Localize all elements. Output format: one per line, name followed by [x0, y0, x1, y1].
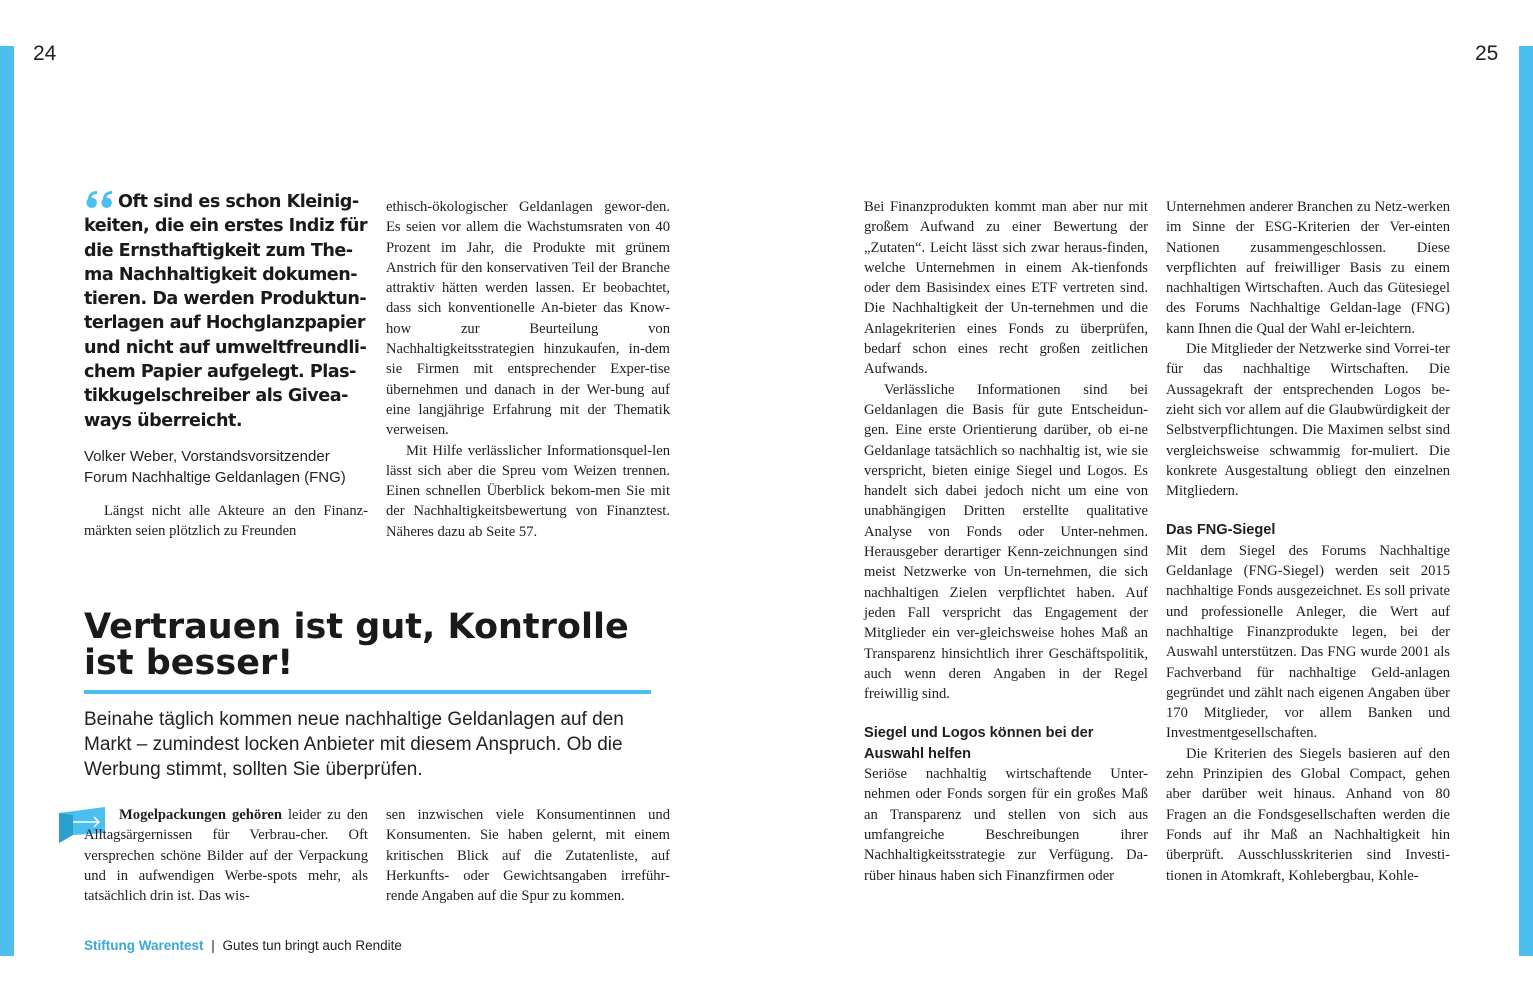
- paragraph: Unternehmen anderer Branchen zu Netz-werken im Sinne der ESG-Kriterien der Ver-einten Nationen zusammengeschlossen. Diese verpflichten auf freiwilliger Basis zu einem nachhaltigen Wirtschaften. Auch das Gütesiegel des Forums Nachhaltige Geldan-lage (FNG) kann Ihnen die Qual der Wahl er-leichtern.: [1166, 199, 1450, 337]
- page-number-right: 25: [1475, 42, 1499, 65]
- headline-rule: [84, 690, 651, 694]
- headline-line-1: Vertrauen ist gut, Kontrolle: [84, 607, 629, 647]
- quote-attribution: [84, 446, 374, 488]
- left-column-2-upper: [386, 197, 670, 542]
- article-headline: [84, 609, 684, 681]
- paragraph: Mit dem Siegel des Forums Nachhaltige Geldanlage (FNG-Siegel) werden seit 2015 nachhaltige Fonds ausgezeichnet. Es soll private und professionelle Anleger, die Wert auf nachhaltige Finanzprodukte legen, bei der Auswahl unterstützen. Das FNG wurde 2001 als Fachverband für nachhaltige Geld-anlagen gegründet und zählt nach eigenen Angaben über 170 Mitglieder, vor allem Banken und Investmentgesellschaften.: [1166, 542, 1450, 742]
- footer-brand: Stiftung Warentest: [84, 938, 204, 953]
- paragraph: Seriöse nachhaltig wirtschaftende Unter-nehmen oder Fonds sorgen für ein großes Maß an Transparenz und stellen von sich aus umfangreiche Beschreibungen ihrer Nachhaltigkeitsstrategie zur Verfügung. Da-rüber hinaus haben sich Finanzfirmen oder: [864, 766, 1148, 884]
- footer-title: Gutes tun bringt auch Rendite: [222, 938, 402, 953]
- page-number-left: 24: [33, 42, 57, 65]
- left-column-1-lower: [84, 805, 368, 906]
- paragraph: Verlässliche Informationen sind bei Geldanlagen die Basis für gute Entscheidun-gen. Eine erste Orientierung darüber, ob ei-ne Geldanlage tatsächlich so nachhaltig ist, wie sie verspricht, bieten einige Siegel und Logos. Es handelt sich dabei jedoch nicht um eine von unabhängigen Dritten erstellte qualitative Analyse von Fonds oder Unter-nehmen. Herausgeber derartiger Kenn-zeichnungen sind meist Netzwerke von Un-ternehmen, die sich nachhaltigen Zielen verpflichtet haben. Auf jeden Fall verspricht das Engagement der Mitglieder ein ver-gleichsweise hohes Maß an Transparenz hinsichtlich ihrer Geschäftspolitik, auch wenn deren Angaben in der Regel freiwillig sind.: [864, 381, 1148, 703]
- headline-line-2: ist besser!: [84, 643, 294, 683]
- right-accent-bar: [1519, 46, 1533, 956]
- pull-quote-text: Oft sind es schon Kleinig-keiten, die ein erstes Indiz für die Ernsthaftigkeit zum The-ma Nachhaltigkeit dokumen-tieren. Da werden Produktun-terlagen auf Hochglanzpapier und nicht auf umweltfreundli-chem Papier aufgelegt. Plas-tikkugelschreiber als Giveа-ways überreicht.: [84, 192, 368, 431]
- paragraph: ethisch-ökologischer Geldanlagen gewor-den. Es seien vor allem die Wachstumsraten von 40 Prozent im Jahr, die Produkte mit grünem Anstrich für den konservativen Teil der Branche attraktiv hätten werden lassen. Er beobachtet, dass sich konventionelle An-bieter das Know-how zur Beurteilung von Nachhaltigkeitsstrategien hinzukaufen, in-dem sie Firmen mit entsprechender Exper-tise übernehmen und danach in der Wer-bung auf eine langjährige Erfahrung mit der Thematik verweisen.: [386, 199, 670, 439]
- right-column-2: [1166, 197, 1450, 886]
- right-column-1: [864, 197, 1148, 886]
- paragraph: Mit Hilfe verlässlicher Informationsquel-len lässt sich aber die Spreu vom Weizen trennen. Einen schnellen Überblick bekom-men Sie mit der Nachhaltigkeitsbewertung von Finanztest. Näheres dazu ab Seite 57.: [386, 442, 670, 540]
- quote-attribution-line1: Volker Weber, Vorstandsvorsitzender: [84, 448, 330, 465]
- paragraph-text: leider zu den Alltagsärgernissen für Verbrau-cher. Oft versprechen schöne Bilder auf der Verpackung und in aufwendigen Werbe-spots mehr, als tatsächlich drin ist. Das wis-: [84, 807, 368, 905]
- article-lead: Beinahe täglich kommen neue nachhaltige Geldanlagen auf den Markt – zumindest locken Anbieter mit diesem Anspruch. Ob die Werbung stimmt, sollten Sie überprüfen.: [84, 709, 624, 780]
- left-column-2-lower: [386, 805, 670, 906]
- paragraph: [84, 805, 368, 906]
- paragraph: Längst nicht alle Akteure an den Finanz-märkten seien plötzlich zu Freunden: [84, 503, 368, 540]
- run-in-bold: Mogelpackungen gehören: [119, 807, 282, 823]
- paragraph: Die Mitglieder der Netzwerke sind Vorrei-ter für das nachhaltige Wirtschaften. Die Aussagekraft der entsprechenden Logos be-zieht sich vor allem auf die Glaubwürdigkeit der Selbstverpflichtungen. Die Maximen selbst sind vergleichsweise schwammig for-muliert. Die konkrete Ausgestaltung obliegt den einzelnen Mitgliedern.: [1166, 341, 1450, 500]
- left-accent-bar: [0, 46, 14, 956]
- quote-mark-icon: [84, 190, 118, 208]
- footer-separator: |: [211, 938, 215, 953]
- pull-quote: [84, 190, 370, 433]
- paragraph: Bei Finanzprodukten kommt man aber nur mit großem Aufwand zu einer Bewertung der „Zutaten“. Leicht lässt sich zwar heraus-finden, welche Unternehmen in einem Ak-tienfonds oder dem Basisindex eines ETF vertreten sind. Die Nachhaltigkeit der Un-ternehmen und die Anlagekriterien eines Fonds zu überprüfen, bedarf schon eines recht großen zeitlichen Aufwands.: [864, 199, 1148, 378]
- section-subhead: Das FNG-Siegel: [1166, 522, 1276, 539]
- quote-attribution-line2: Forum Nachhaltige Geldanlagen (FNG): [84, 469, 346, 486]
- paragraph: Die Kriterien des Siegels basieren auf den zehn Prinzipien des Global Compact, gehen aber darüber weit hinaus. Anhand von 80 Fragen an die Fondsgesellschaften werden die Fonds auf ihr Maß an Nachhaltigkeit hin überprüft. Ausschlusskriterien sind Investi-tionen in Atomkraft, Kohlebergbau, Kohle-: [1166, 745, 1450, 884]
- paragraph: sen inzwischen viele Konsumentinnen und Konsumenten. Sie haben gelernt, mit einem kritischen Blick auf die Zutatenliste, auf Herkunfts- oder Gewichtsangaben irreführ-rende Angaben auf die Spur zu kommen.: [386, 807, 670, 905]
- left-column-1-upper: [84, 501, 368, 542]
- running-footer: [84, 938, 402, 953]
- section-subhead: Siegel und Logos können bei der Auswahl helfen: [864, 725, 1094, 762]
